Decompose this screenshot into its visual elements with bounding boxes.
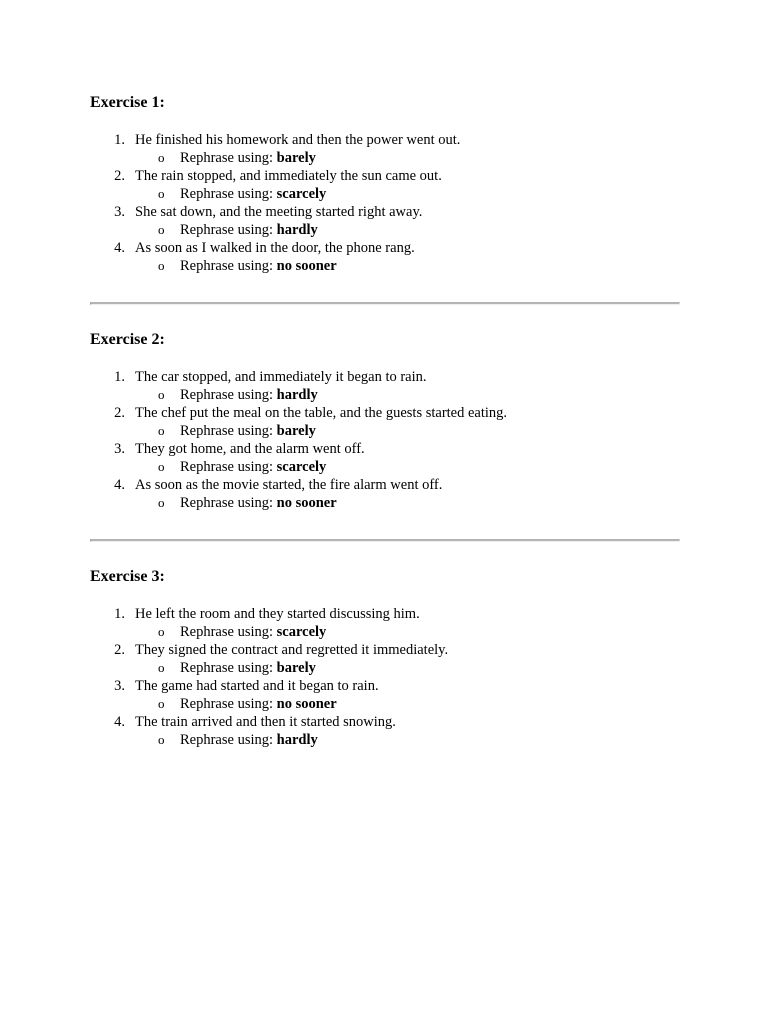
horizontal-divider (90, 302, 680, 305)
rephrase-instruction (90, 494, 678, 512)
rephrase-instruction (90, 257, 678, 275)
list-item (90, 713, 678, 749)
item-sentence: He left the room and they started discussing him. (135, 606, 420, 622)
exercise-3 (90, 567, 678, 749)
exercise-1 (90, 93, 678, 275)
rephrase-prompt: Rephrase using: (180, 624, 277, 640)
bullet-icon: o (158, 495, 165, 510)
rephrase-prompt: Rephrase using: (180, 222, 277, 238)
item-number: 2. (114, 168, 125, 184)
rephrase-instruction (90, 458, 678, 476)
bullet-icon: o (158, 660, 165, 675)
list-item (90, 203, 678, 239)
item-sentence: He finished his homework and then the power went out. (135, 132, 461, 148)
item-number: 3. (114, 204, 125, 220)
rephrase-keyword: no sooner (276, 258, 337, 274)
item-number: 1. (114, 369, 125, 385)
bullet-icon: o (158, 258, 165, 273)
item-sentence: The train arrived and then it started snowing. (135, 714, 396, 730)
exercise-title: Exercise 3: (90, 568, 165, 585)
rephrase-prompt: Rephrase using: (180, 387, 277, 403)
item-number: 4. (114, 240, 125, 256)
rephrase-instruction (90, 386, 678, 404)
item-number: 3. (114, 678, 125, 694)
bullet-icon: o (158, 732, 165, 747)
rephrase-keyword: hardly (276, 732, 318, 748)
item-number: 2. (114, 405, 125, 421)
rephrase-instruction (90, 221, 678, 239)
rephrase-keyword: scarcely (276, 186, 327, 202)
horizontal-divider (90, 539, 680, 542)
list-item (90, 476, 678, 512)
exercise-list (90, 131, 678, 275)
rephrase-instruction (90, 149, 678, 167)
list-item (90, 677, 678, 713)
item-number: 3. (114, 441, 125, 457)
bullet-icon: o (158, 186, 165, 201)
rephrase-instruction (90, 659, 678, 677)
rephrase-keyword: barely (276, 660, 316, 676)
rephrase-keyword: no sooner (276, 495, 337, 511)
list-item (90, 368, 678, 404)
rephrase-instruction (90, 695, 678, 713)
rephrase-prompt: Rephrase using: (180, 258, 277, 274)
item-sentence: As soon as the movie started, the fire alarm went off. (135, 477, 443, 493)
rephrase-instruction (90, 623, 678, 641)
item-sentence: As soon as I walked in the door, the phone rang. (135, 240, 415, 256)
rephrase-keyword: no sooner (276, 696, 337, 712)
list-item (90, 404, 678, 440)
bullet-icon: o (158, 150, 165, 165)
list-item (90, 605, 678, 641)
rephrase-prompt: Rephrase using: (180, 696, 277, 712)
bullet-icon: o (158, 423, 165, 438)
list-item (90, 440, 678, 476)
list-item (90, 167, 678, 203)
bullet-icon: o (158, 459, 165, 474)
item-sentence: They got home, and the alarm went off. (135, 441, 365, 457)
exercise-list (90, 605, 678, 749)
list-item (90, 641, 678, 677)
exercise-title: Exercise 1: (90, 94, 165, 111)
item-number: 4. (114, 714, 125, 730)
item-sentence: The rain stopped, and immediately the sun came out. (135, 168, 442, 184)
rephrase-prompt: Rephrase using: (180, 150, 277, 166)
item-sentence: The chef put the meal on the table, and the guests started eating. (135, 405, 508, 421)
bullet-icon: o (158, 387, 165, 402)
rephrase-instruction (90, 731, 678, 749)
rephrase-prompt: Rephrase using: (180, 423, 277, 439)
rephrase-prompt: Rephrase using: (180, 495, 277, 511)
rephrase-prompt: Rephrase using: (180, 660, 277, 676)
rephrase-keyword: scarcely (276, 624, 327, 640)
rephrase-instruction (90, 185, 678, 203)
rephrase-keyword: hardly (276, 222, 318, 238)
bullet-icon: o (158, 696, 165, 711)
exercise-list (90, 368, 678, 512)
bullet-icon: o (158, 624, 165, 639)
rephrase-prompt: Rephrase using: (180, 459, 277, 475)
item-sentence: They signed the contract and regretted it immediately. (135, 642, 449, 658)
item-sentence: The game had started and it began to rain. (135, 678, 379, 694)
item-number: 2. (114, 642, 125, 658)
exercise-2 (90, 330, 678, 512)
item-number: 4. (114, 477, 125, 493)
rephrase-keyword: hardly (276, 387, 318, 403)
rephrase-keyword: scarcely (276, 459, 327, 475)
item-sentence: The car stopped, and immediately it began to rain. (135, 369, 427, 385)
bullet-icon: o (158, 222, 165, 237)
rephrase-keyword: barely (276, 150, 316, 166)
list-item (90, 239, 678, 275)
rephrase-prompt: Rephrase using: (180, 186, 277, 202)
list-item (90, 131, 678, 167)
item-number: 1. (114, 132, 125, 148)
rephrase-prompt: Rephrase using: (180, 732, 277, 748)
rephrase-keyword: barely (276, 423, 316, 439)
item-number: 1. (114, 606, 125, 622)
rephrase-instruction (90, 422, 678, 440)
item-sentence: She sat down, and the meeting started right away. (135, 204, 423, 220)
exercise-title: Exercise 2: (90, 331, 165, 348)
